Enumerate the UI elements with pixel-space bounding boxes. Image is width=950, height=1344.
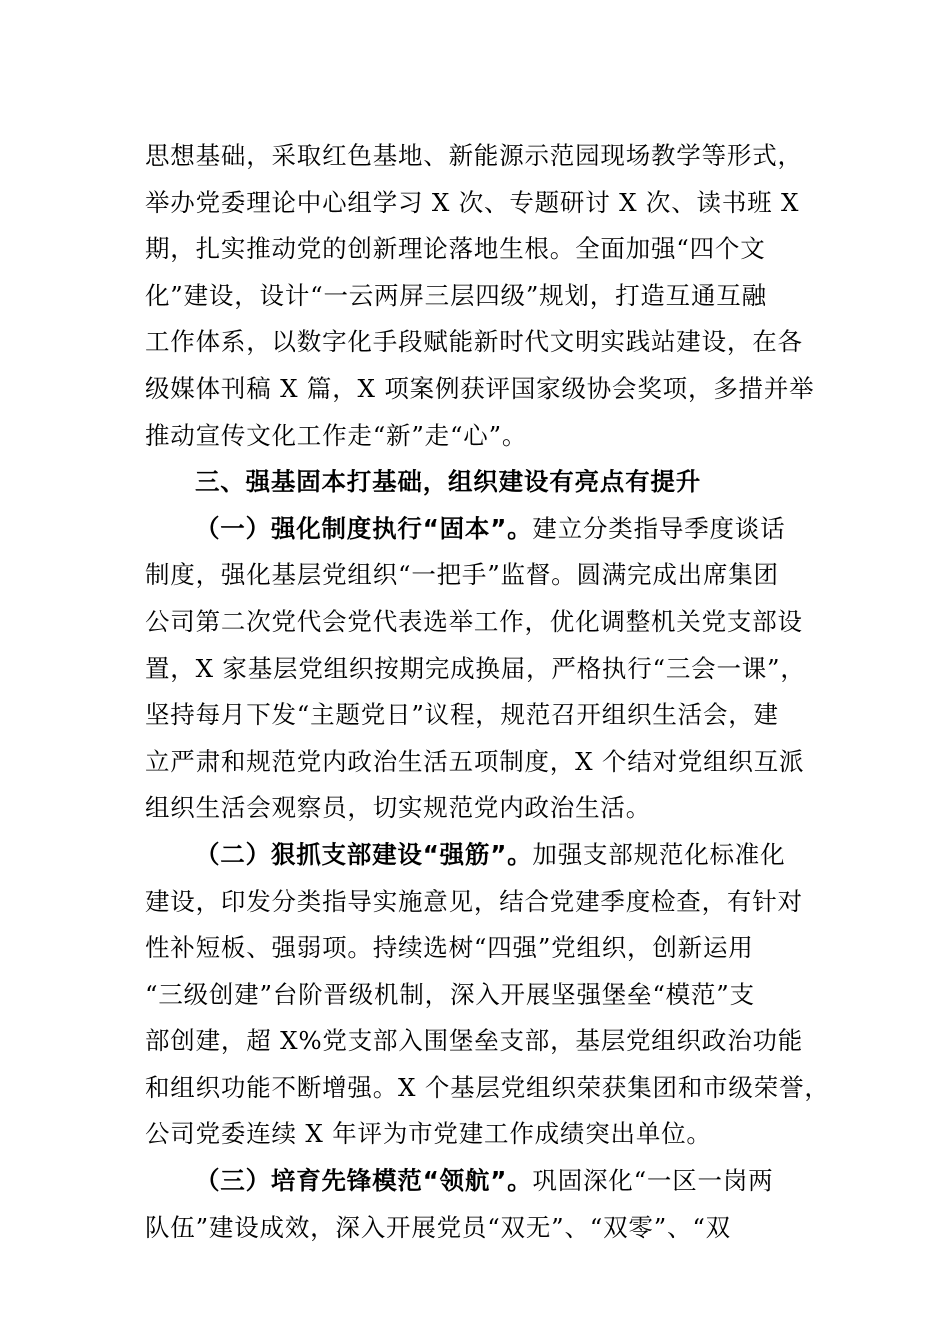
- paragraph-line: “三级创建”台阶晋级机制，深入开展坚强堡垒“模范”支: [145, 979, 755, 1009]
- paragraph-line: 举办党委理论中心组学习 X 次、专题研讨 X 次、读书班 X: [145, 187, 800, 217]
- paragraph-first-line: [145, 1158, 810, 1205]
- document-body: [145, 133, 830, 1251]
- section-heading: 三、强基固本打基础，组织建设有亮点有提升: [195, 467, 701, 497]
- paragraph-text: 建立分类指导季度谈话: [532, 513, 786, 543]
- paragraph-line: 建设，印发分类指导实施意见，结合党建季度检查，有针对: [145, 886, 803, 916]
- paragraph-line: 制度，强化基层党组织“一把手”监督。圆满完成出席集团: [145, 560, 779, 590]
- paragraph-line: 队伍”建设成效，深入开展党员“双无”、“双零”、“双: [145, 1212, 731, 1242]
- paragraph-line: 公司党委连续 X 年评为市党建工作成绩突出单位。: [145, 1119, 712, 1149]
- paragraph-text: 加强支部规范化标准化: [532, 839, 786, 869]
- paragraph-line: 置，X 家基层党组织按期完成换届，严格执行“三会一课”，: [145, 653, 806, 683]
- paragraph-line: 级媒体刊稿 X 篇，X 项案例获评国家级协会奖项，多措并举: [145, 373, 815, 403]
- paragraph-line: 期，扎实推动党的创新理论落地生根。全面加强“四个文: [145, 234, 766, 264]
- paragraph-text: 巩固深化“一区一岗两: [532, 1166, 774, 1196]
- paragraph-line: 化”建设，设计“一云两屏三层四级”规划，打造互通互融: [145, 280, 767, 310]
- paragraph-line: 思想基础，采取红色基地、新能源示范园现场教学等形式，: [145, 141, 803, 170]
- subheading: （一）强化制度执行“固本”。: [195, 513, 533, 543]
- paragraph-line: 部创建，超 X%党支部入围堡垒支部，基层党组织政治功能: [145, 1026, 804, 1056]
- paragraph-line: 立严肃和规范党内政治生活五项制度，X 个结对党组织互派: [145, 746, 805, 776]
- paragraph-line: 工作体系，以数字化手段赋能新时代文明实践站建设，在各: [145, 327, 803, 357]
- paragraph-line: 组织生活会观察员，切实规范党内政治生活。: [145, 793, 651, 823]
- paragraph-first-line: [145, 506, 810, 553]
- paragraph-line: 推动宣传文化工作走“新”走“心”。: [145, 420, 528, 450]
- paragraph-line: 性补短板、强弱项。持续选树“四强”党组织，创新运用: [145, 933, 754, 963]
- subheading: （三）培育先锋模范“领航”。: [195, 1166, 533, 1196]
- paragraph-line: 和组织功能不断增强。X 个基层党组织荣获集团和市级荣誉，: [145, 1072, 830, 1102]
- paragraph-line: 坚持每月下发“主题党日”议程，规范召开组织生活会，建: [145, 700, 779, 730]
- subheading: （二）狠抓支部建设“强筋”。: [195, 839, 533, 869]
- paragraph-line: 公司第二次党代会党代表选举工作，优化调整机关党支部设: [145, 606, 803, 636]
- paragraph-first-line: [145, 832, 810, 879]
